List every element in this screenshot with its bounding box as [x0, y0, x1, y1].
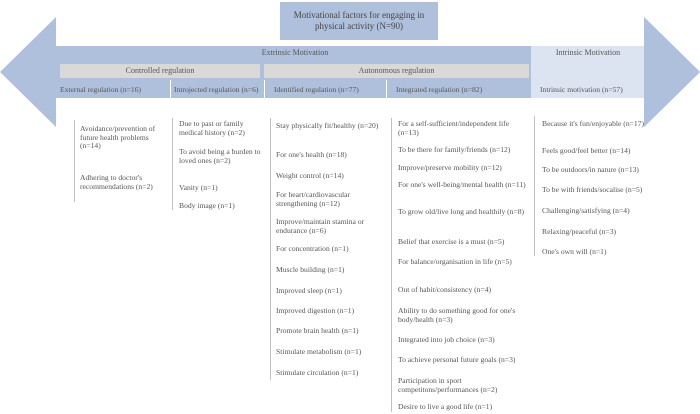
separator [264, 80, 265, 98]
external-item: Adhering to doctor's recommendations (n=2) [80, 173, 153, 191]
introjected-item: To avoid being a burden to loved ones (n=2) [179, 147, 261, 165]
integrated-item: To be there for family/friends (n=12) [398, 145, 511, 154]
integrated-item: Improve/preserve mobility (n=12) [398, 163, 502, 172]
extrinsic-label: Extrinsic Motivation [261, 48, 329, 57]
intrinsic-item: To be with friends/socalise (n=5) [542, 185, 643, 194]
column-line-intrinsic [534, 116, 535, 256]
column-line-introjected [172, 118, 173, 210]
identified-item: Improve/maintain stamina or endurance (n=6) [276, 217, 365, 235]
identified-item: Improved digestion (n=1) [276, 306, 355, 315]
identified-item: Stay physically fit/healthy (n=20) [276, 121, 379, 130]
intrinsic-item: Feels good/feel better (n=14) [542, 146, 631, 155]
introjected-item: Due to past or family medical history (n=2) [179, 119, 245, 137]
intrinsic-item: Challenging/satisfying (n=4) [542, 206, 630, 215]
intrinsic-arrow-tip [644, 17, 700, 127]
introjected-item: Vanity (n=1) [179, 183, 218, 192]
identified-item: For heart/cardiovascular strengthening (n=12) [276, 190, 351, 208]
integrated-item: Out of habit/consistency (n=4) [398, 285, 492, 294]
integrated-item: Desire to live a good life (n=1) [398, 402, 493, 411]
controlled-regulation-bar: Controlled regulation [60, 64, 260, 78]
integrated-item: For a self-sufficient/independent life (n=13) [398, 119, 509, 137]
intrinsic-item: Because it's fun/enjoyable (n=17) [542, 119, 645, 128]
column-line-external [74, 120, 75, 202]
separator [170, 80, 171, 98]
integrated-item: For one's well-being/mental health (n=11) [398, 180, 526, 189]
intrinsic-item: One's own will (n=1) [542, 247, 607, 256]
intrinsic-motivation-label: Intrinsic motivation (n=57) [540, 85, 623, 94]
identified-item: Improved sleep (n=1) [276, 286, 342, 295]
identified-item: For concentration (n=1) [276, 244, 349, 253]
integrated-item: Ability to do something good for one's body/health (n=3) [398, 306, 516, 324]
identified-item: Muscle building (n=1) [276, 265, 345, 274]
integrated-item: Integrated into job choice (n=3) [398, 335, 495, 344]
column-line-integrated [391, 118, 392, 412]
integrated-item: Belief that exercise is a must (n=5) [398, 237, 505, 246]
integrated-item: To grow old/live long and healthily (n=8) [398, 207, 525, 216]
identified-item: For one's health (n=18) [276, 150, 347, 159]
external-item: Avoidance/prevention of future health problems (n=14) [80, 124, 156, 151]
introjected-regulation-label: Introjected regulation (n=6) [174, 85, 259, 94]
introjected-item: Body image (n=1) [179, 201, 235, 210]
integrated-item: For balance/organisation in life (n=5) [398, 257, 512, 266]
diagram-title: Motivational factors for engaging in physical activity (N=90) [280, 2, 438, 40]
integrated-regulation-label: Integrated regulation (n=82) [396, 85, 483, 94]
column-line-identified [270, 118, 271, 380]
intrinsic-label: Intrinsic Motivation [555, 48, 621, 57]
identified-item: Stimulate metabolism (n=1) [276, 347, 362, 356]
autonomous-regulation-bar: Autonomous regulation [264, 64, 529, 78]
identified-regulation-label: Identified regulation (n=77) [274, 85, 359, 94]
identified-item: Promote brain health (n=1) [276, 326, 359, 335]
external-regulation-label: External regulation (n=16) [60, 85, 142, 94]
intrinsic-item: Relaxing/peaceful (n=3) [542, 227, 617, 236]
intrinsic-item: To be outdoors/in nature (n=13) [542, 165, 639, 174]
separator [386, 80, 387, 98]
identified-item: Stimulate circulation (n=1) [276, 368, 359, 377]
integrated-item: Participation in sport competitons/performances (n=2) [398, 376, 498, 394]
identified-item: Weight control (n=14) [276, 171, 344, 180]
integrated-item: To achieve personal future goals (n=3) [398, 355, 516, 364]
